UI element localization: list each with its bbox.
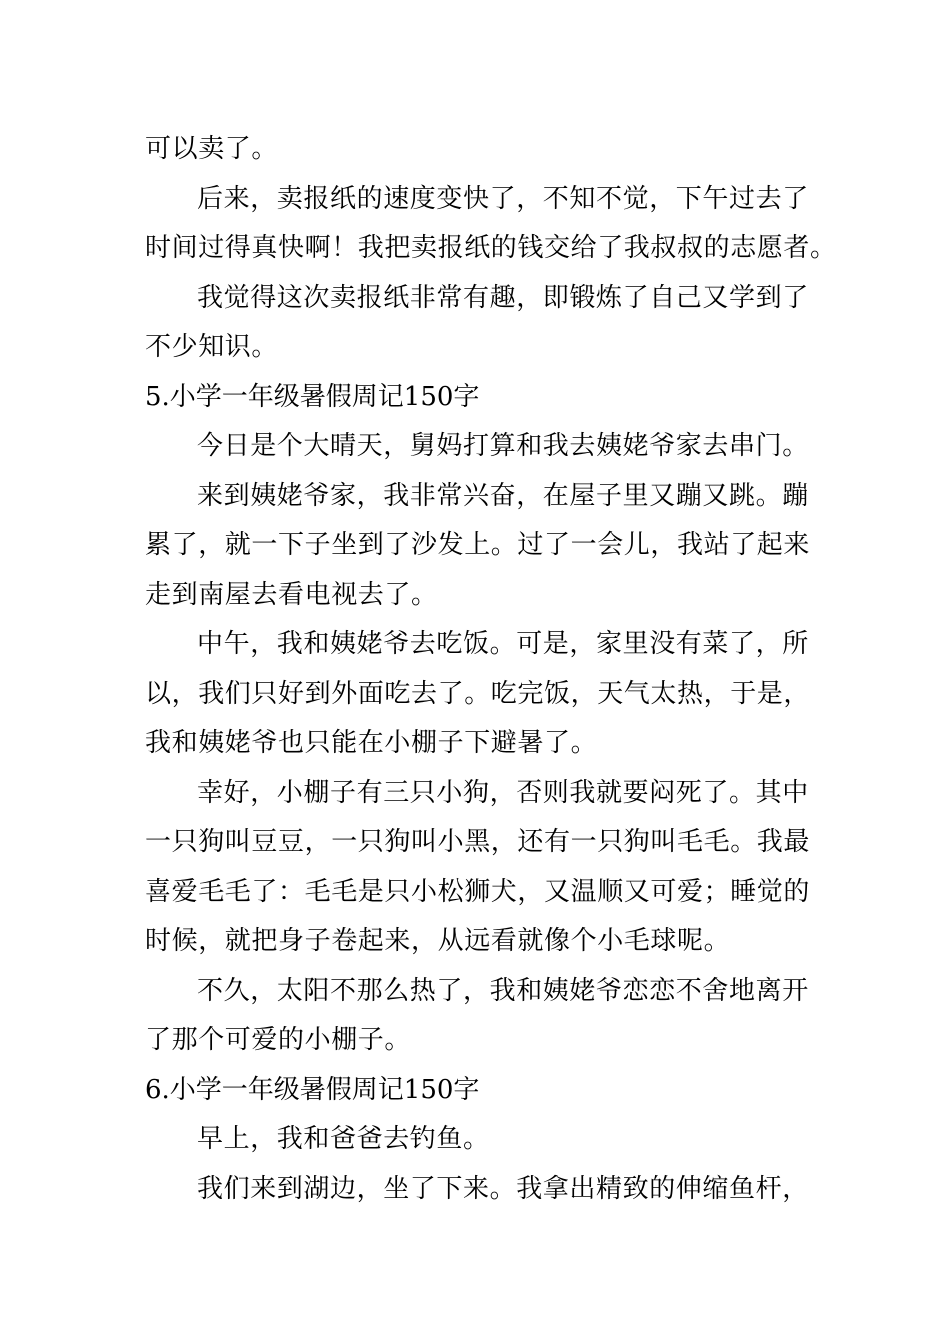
- section-heading: 6.小学一年级暑假周记150字: [145, 1074, 480, 1105]
- paragraph-line: 后来，卖报纸的速度变快了，不知不觉，下午过去了: [197, 183, 809, 214]
- paragraph-line: 我觉得这次卖报纸非常有趣，即锻炼了自己又学到了: [197, 282, 809, 313]
- paragraph-line: 累了，就一下子坐到了沙发上。过了一会儿，我站了起来: [145, 530, 811, 560]
- paragraph-line: 我和姨姥爷也只能在小棚子下避暑了。: [145, 728, 598, 758]
- paragraph-line: 中午，我和姨姥爷去吃饭。可是，家里没有菜了，所: [197, 629, 809, 659]
- paragraph-line: 以，我们只好到外面吃去了。吃完饭，天气太热，于是，: [145, 678, 811, 709]
- paragraph-line: 一只狗叫豆豆，一只狗叫小黑，还有一只狗叫毛毛。我最: [145, 827, 811, 857]
- paragraph-line: 今日是个大晴天，舅妈打算和我去姨姥爷家去串门。: [197, 431, 809, 461]
- paragraph-line: 我们来到湖边，坐了下来。我拿出精致的伸缩鱼杆，: [197, 1173, 809, 1204]
- paragraph-line: 走到南屋去看电视去了。: [145, 579, 438, 610]
- paragraph-line: 可以卖了。: [145, 134, 279, 164]
- paragraph-line: 时候，就把身子卷起来，从远看就像个小毛球呢。: [145, 926, 731, 956]
- paragraph-line: 早上，我和爸爸去钓鱼。: [197, 1124, 490, 1154]
- section-heading: 5.小学一年级暑假周记150字: [145, 381, 480, 412]
- paragraph-line: 不少知识。: [145, 332, 279, 362]
- paragraph-line: 时间过得真快啊！我把卖报纸的钱交给了我叔叔的志愿者。: [145, 233, 837, 263]
- paragraph-line: 了那个可爱的小棚子。: [145, 1025, 412, 1055]
- paragraph-line: 来到姨姥爷家，我非常兴奋，在屋子里又蹦又跳。蹦: [197, 480, 809, 511]
- paragraph-line: 幸好，小棚子有三只小狗，否则我就要闷死了。其中: [197, 777, 809, 808]
- document-page: [145, 125, 837, 1214]
- paragraph-line: 不久，太阳不那么热了，我和姨姥爷恋恋不舍地离开: [197, 975, 809, 1006]
- paragraph-line: 喜爱毛毛了：毛毛是只小松狮犬，又温顺又可爱；睡觉的: [145, 876, 811, 907]
